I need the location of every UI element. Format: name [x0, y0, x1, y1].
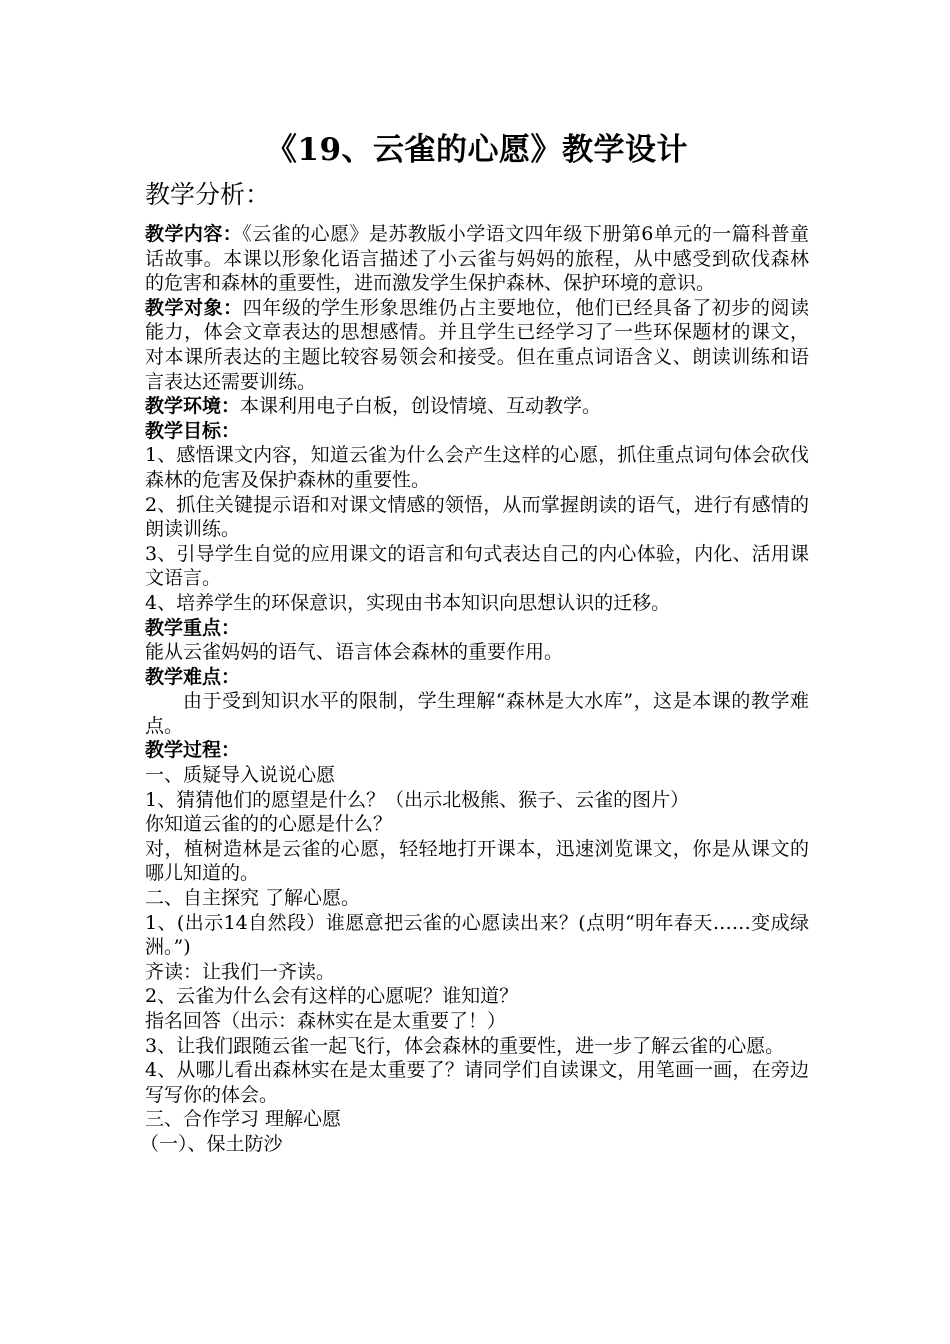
process-line: 一、质疑导入说说心愿 [145, 764, 336, 787]
teaching-goal-item: 3、引导学生自觉的应用课文的语言和句式表达自己的内心体验，内化、活用课文语言。 [145, 542, 809, 590]
process-subsection-line: （一）、保土防沙 [140, 1132, 283, 1155]
process-line: 齐读：让我们一齐读。 [145, 960, 336, 983]
key-point-heading: 教学重点： [145, 616, 241, 639]
teaching-environment-paragraph [145, 394, 809, 419]
process-line: 指名回答（出示：森林实在是太重要了！） [145, 1010, 507, 1032]
teaching-goal-item: 4、培养学生的环保意识，实现由书本知识向思想认识的迁移。 [145, 591, 671, 614]
document-page [140, 128, 809, 1157]
teaching-audience-label: 教学对象： [145, 296, 243, 319]
teaching-content-paragraph [145, 222, 809, 296]
teaching-environment-label: 教学环境： [145, 395, 241, 418]
difficulty-heading: 教学难点： [145, 665, 241, 688]
process-line: 三、合作学习 理解心愿 [145, 1108, 342, 1131]
teaching-environment-text: 本课利用电子白板，创设情境、互动教学。 [240, 395, 602, 418]
teaching-goal-item: 2、抓住关键提示语和对课文情感的领悟，从而掌握朗读的语气，进行有感情的朗读训练。 [145, 493, 809, 541]
process-line: 你知道云雀的的心愿是什么？ [145, 813, 393, 836]
process-heading: 教学过程： [145, 739, 241, 762]
process-line: 2、云雀为什么会有这样的心愿呢？谁知道？ [145, 985, 519, 1008]
teaching-content-label: 教学内容： [145, 223, 243, 245]
teaching-goals-heading: 教学目标： [145, 419, 241, 442]
process-line: 3、让我们跟随云雀一起飞行，体会森林的重要性，进一步了解云雀的心愿。 [145, 1034, 785, 1057]
key-point-text: 能从云雀妈妈的语气、语言体会森林的重要作用。 [145, 641, 564, 664]
process-line: 1、(出示14自然段）谁愿意把云雀的心愿读出来？(点明“明年春天……变成绿洲。”) [145, 911, 809, 959]
process-line: 1、猜猜他们的愿望是什么？（出示北极熊、猴子、云雀的图片） [145, 788, 690, 811]
document-title: 《19、云雀的心愿》教学设计 [265, 132, 689, 168]
teaching-content-text: 《云雀的心愿》是苏教版小学语文四年级下册第6单元的一篇科普童话故事。本课以形象化语言描述了小云雀与妈妈的旅程，从中感受到砍伐森林的危害和森林的重要性，进而激发学生保护森林、保护环境的意识。 [145, 223, 809, 295]
teaching-goal-item: 1、感悟课文内容，知道云雀为什么会产生这样的心愿，抓住重点词句体会砍伐森林的危害及保护森林的重要性。 [145, 444, 809, 491]
teaching-audience-paragraph [145, 296, 809, 394]
process-line: 4、从哪儿看出森林实在是太重要了？请同学们自读课文，用笔画一画，在旁边写写你的体会。 [145, 1059, 809, 1106]
teaching-audience-text: 四年级的学生形象思维仍占主要地位，他们已经具备了初步的阅读能力，体会文章表达的思想感情。并且学生已经学习了一些环保题材的课文，对本课所表达的主题比较容易领会和接受。但在重点词语含义、朗读训练和语言表达还需要训练。 [145, 296, 809, 393]
difficulty-text: 由于受到知识水平的限制，学生理解“森林是大水库”，这是本课的教学难点。 [145, 690, 809, 737]
process-line: 对，植树造林是云雀的心愿，轻轻地打开课本，迅速浏览课文，你是从课文的哪儿知道的。 [145, 837, 809, 885]
process-line: 二、自主探究 了解心愿。 [145, 887, 361, 910]
section-heading-analysis: 教学分析： [145, 180, 271, 209]
